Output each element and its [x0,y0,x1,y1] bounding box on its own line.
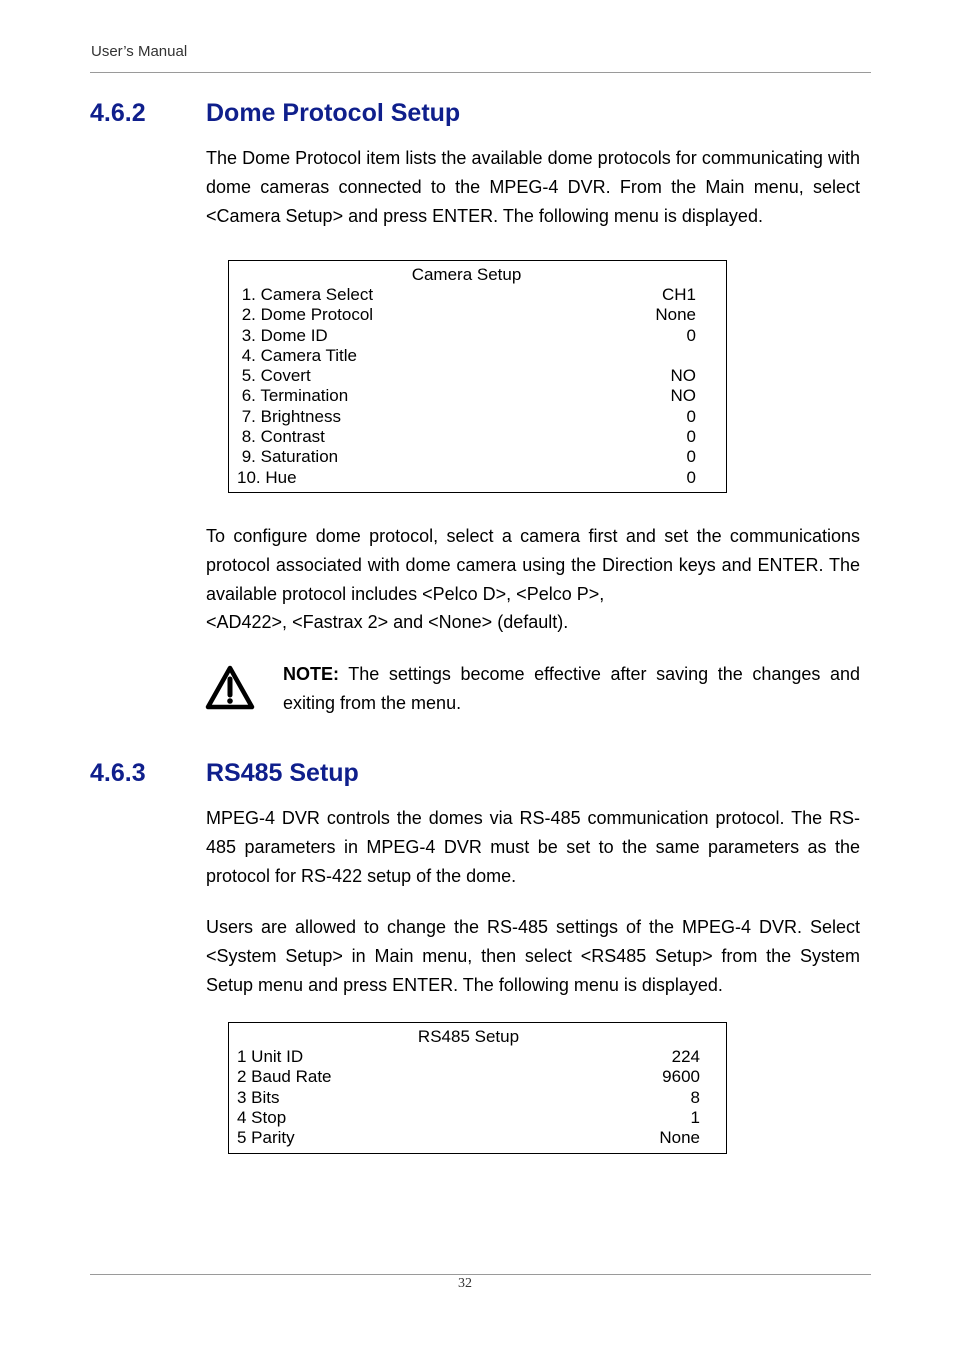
menu-row [237,305,696,325]
menu-item-value: 0 [686,406,696,426]
menu-item-value: 0 [686,467,696,487]
menu-row [237,366,696,386]
dome-protocol-intro: The Dome Protocol item lists the available dome protocols for communicating with dome cameras connected to the MPEG-4 DVR. From the Main menu, select <Camera Setup> and press ENTER. The following menu is displayed. [206,148,860,226]
rs485-instructions: Users are allowed to change the RS-485 settings of the MPEG-4 DVR. Select <System Setup> in Main menu, then select <RS485 Setup> from the System Setup menu and press ENTER. The following menu is displayed. [206,917,860,995]
menu-item-label: 6. Termination [237,386,349,406]
menu-item-label: 3. Dome ID [237,325,328,345]
configure-text: To configure dome protocol, select a camera first and set the communications protocol associated with dome camera using the Direction keys and ENTER. The available protocol includes <Pelco D>, <Pelco P>, [206,526,860,604]
menu-row [237,407,696,427]
menu-item-value: NO [670,366,696,386]
menu-row [237,326,696,346]
rs485-intro: MPEG-4 DVR controls the domes via RS-485 communication protocol. The RS-485 parameters in MPEG-4 DVR must be set to the same parameters as the protocol for RS-422 setup of the dome. [206,808,860,886]
menu-item-value: 1 [690,1107,700,1127]
menu-row [237,386,696,406]
menu-row [237,1108,700,1128]
menu-item-value: None [659,1128,700,1148]
menu-item-label: 2. Dome Protocol [237,305,374,325]
menu-item-label: 3 Bits [237,1087,280,1107]
menu-row [237,468,696,488]
menu-item-value: 0 [686,447,696,467]
menu-row [237,1088,700,1108]
menu-row [237,1047,700,1067]
footer-divider [90,1274,871,1275]
menu-row [237,1067,700,1087]
section-heading-462 [90,99,460,128]
section-title: RS485 Setup [206,759,359,787]
menu-item-value: 0 [686,325,696,345]
configure-text-continued: <AD422>, <Fastrax 2> and <None> (default). [206,612,569,632]
menu-item-label: 4 Stop [237,1107,287,1127]
warning-icon [205,665,255,711]
running-header: User’s Manual [91,43,188,60]
menu-row [237,447,696,467]
rs485-setup-menu [228,1022,727,1154]
menu-item-label: 5 Parity [237,1128,295,1148]
menu-item-value: CH1 [661,285,696,304]
menu-row [237,427,696,447]
note-label: NOTE: [283,664,339,684]
menu-row [237,346,696,366]
note-body: The settings become effective after saving the changes and exiting from the menu. [283,664,860,713]
menu-item-label: 4. Camera Title [237,345,357,365]
section-number: 4.6.3 [90,759,146,787]
menu-item-value: 224 [671,1047,700,1066]
menu-title: RS485 Setup [417,1027,520,1046]
menu-item-label: 2 Baud Rate [237,1067,332,1087]
note-text [283,660,860,718]
menu-item-label: 9. Saturation [237,447,339,467]
menu-item-label: 10. Hue [237,467,297,487]
menu-item-label: 7. Brightness [237,406,341,426]
menu-row [237,285,696,305]
section-title: Dome Protocol Setup [206,99,461,127]
header-divider [90,72,871,73]
camera-setup-menu [228,260,727,493]
menu-row [237,1128,700,1148]
menu-title: Camera Setup [411,265,522,284]
menu-item-label: 5. Covert [237,366,311,386]
menu-item-value: None [655,305,696,325]
section-number: 4.6.2 [90,99,146,127]
menu-item-label: 8. Contrast [237,427,325,447]
menu-item-value: 0 [686,427,696,447]
menu-item-label: 1 Unit ID [237,1047,304,1066]
page-number: 32 [458,1276,472,1291]
menu-item-value: 8 [690,1087,700,1107]
menu-item-value: NO [670,386,696,406]
menu-item-value: 9600 [662,1067,700,1087]
menu-item-label: 1. Camera Select [237,285,374,304]
section-heading-463 [90,759,359,788]
